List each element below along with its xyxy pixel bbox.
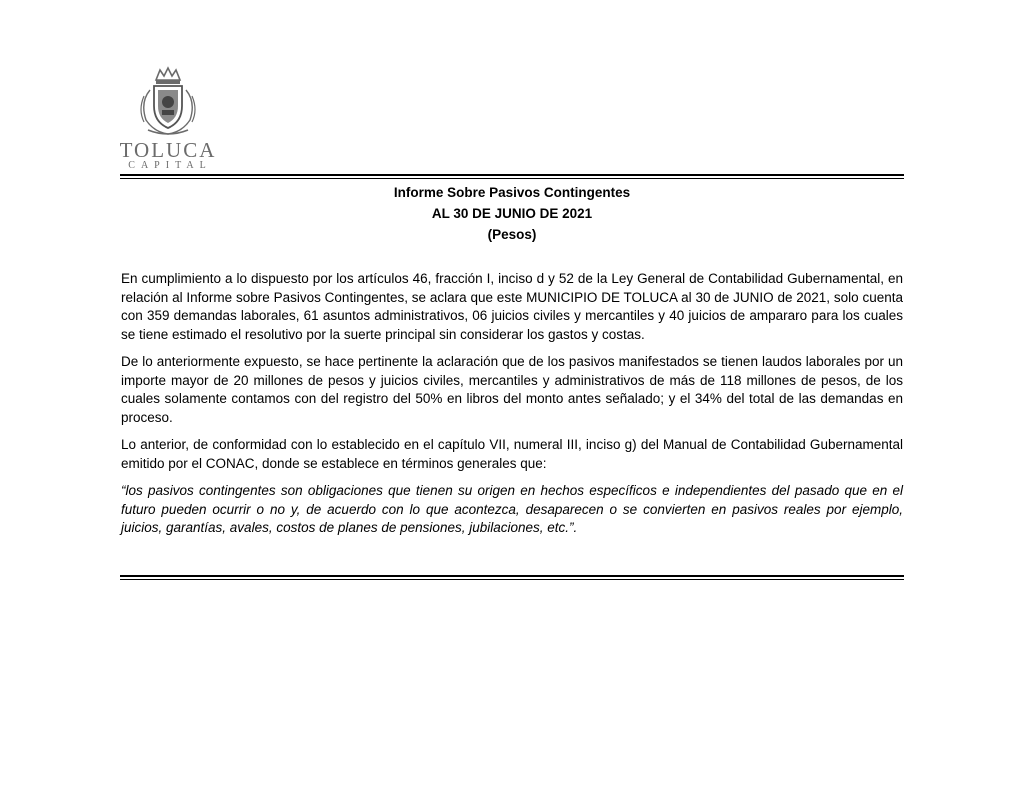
top-divider (120, 174, 904, 179)
paragraph-1: En cumplimiento a lo dispuesto por los artículos 46, fracción I, inciso d y 52 de la Ley General de Contabilidad Gubernamental, en relación al Informe sobre Pasivos Contingentes, se aclara que este MUNICIPIO DE TOLUCA al 30 de JUNIO de 2021, solo cuenta con 359 demandas laborales, 61 asuntos administrativos, 06 juicios civiles y mercantiles y 40 juicios de ampararo para los cuales se tiene estimado el resolutivo por la suerte principal sin considerar los gastos y costas. (121, 271, 903, 342)
title-line-2: AL 30 DE JUNIO DE 2021 (431, 206, 593, 221)
report-body (121, 270, 903, 547)
logo-subtitle: CAPITAL (128, 160, 212, 171)
toluca-logo (118, 66, 218, 174)
title-line-1: Informe Sobre Pasivos Contingentes (393, 185, 631, 200)
paragraph-2: De lo anteriormente expuesto, se hace pertinente la aclaración que de los pasivos manifestados se tienen laudos laborales por un importe mayor de 20 millones de pesos y juicios civiles, mercantiles y administrativos de más de 118 millones de pesos, de los cuales solamente contamos con del registro del 50% en libros del monto antes señalado; y el 34% del total de las demandas en proceso. (121, 354, 903, 425)
report-title (120, 182, 904, 245)
coat-of-arms-icon (136, 66, 200, 138)
paragraph-3: Lo anterior, de conformidad con lo establecido en el capítulo VII, numeral III, inciso g) del Manual de Contabilidad Gubernamental emitido por el CONAC, donde se establece en términos generales que: (121, 437, 903, 471)
title-line-3: (Pesos) (487, 227, 537, 242)
bottom-divider (120, 575, 904, 580)
conac-quote: “los pasivos contingentes son obligaciones que tienen su origen en hechos específicos e independientes del pasado que en el futuro pueden ocurrir o no y, de acuerdo con lo que acontezca, desaparecen o se convierten en pasivos reales por ejemplo, juicios, garantías, avales, costos de planes de pensiones, jubilaciones, etc.”. (121, 483, 903, 535)
logo-name: TOLUCA (119, 138, 217, 162)
